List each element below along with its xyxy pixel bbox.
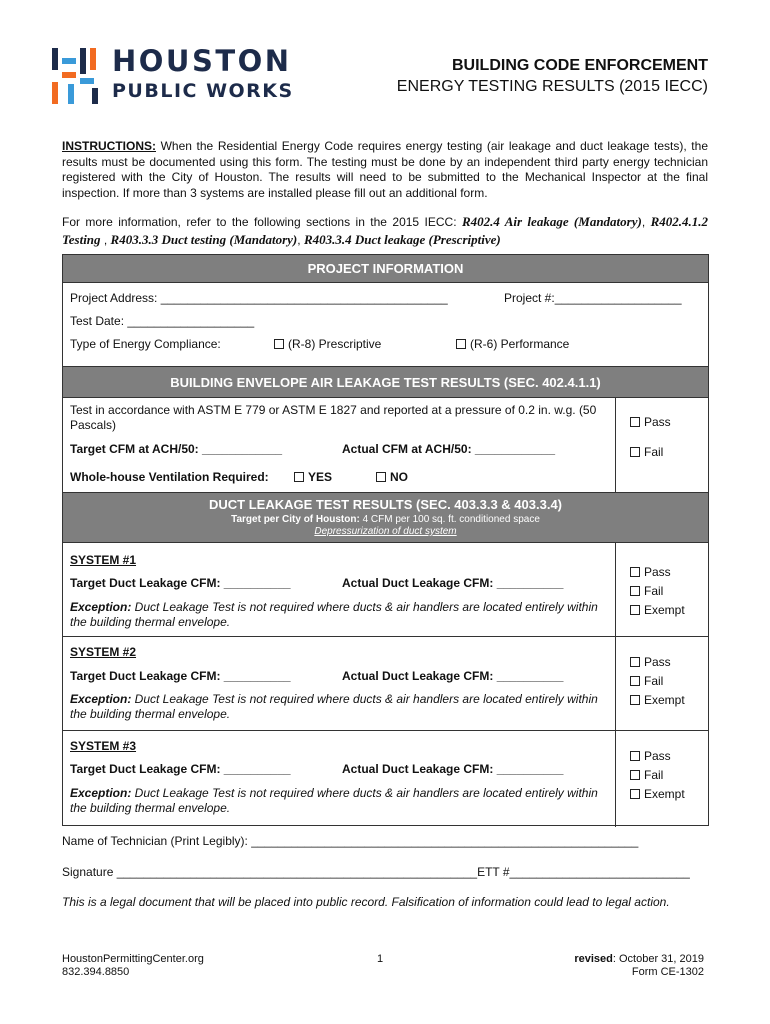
system-2-actual-field[interactable]: Actual Duct Leakage CFM: __________	[342, 669, 564, 683]
test-date-field[interactable]: Test Date: ___________________	[70, 314, 255, 328]
air-pass-checkbox[interactable]	[630, 417, 640, 427]
system-3-exception	[70, 786, 605, 816]
project-number-field[interactable]: Project #:___________________	[504, 291, 682, 305]
ventilation-yes-option[interactable]	[294, 470, 332, 484]
instructions	[62, 139, 708, 201]
ref-air-leakage: R402.4 Air leakage (Mandatory)	[461, 214, 642, 229]
exempt-label: Exempt	[644, 693, 685, 707]
ref-duct-leakage: R403.3.4 Duct leakage (Prescriptive)	[303, 232, 501, 247]
ref-separator: ,	[641, 215, 651, 229]
depressurization-note: Depressurization of duct system	[314, 526, 457, 537]
duct-target-text: 4 CFM per 100 sq. ft. conditioned space	[359, 514, 540, 525]
system-1-exempt-option[interactable]	[630, 603, 685, 617]
performance-label: (R-6) Performance	[470, 337, 570, 351]
prescriptive-checkbox[interactable]	[274, 339, 284, 349]
system-3-exempt-option[interactable]	[630, 787, 685, 801]
system-1-fail-checkbox[interactable]	[630, 586, 640, 596]
footer-website[interactable]: HoustonPermittingCenter.org	[62, 953, 204, 965]
exception-label: Exception:	[70, 786, 132, 800]
air-pass-option[interactable]	[630, 415, 671, 429]
performance-checkbox[interactable]	[456, 339, 466, 349]
fail-label: Fail	[644, 768, 664, 782]
air-fail-option[interactable]	[630, 445, 663, 459]
exempt-label: Exempt	[644, 603, 685, 617]
form-number: Form CE-1302	[631, 966, 704, 978]
system-1-exempt-checkbox[interactable]	[630, 605, 640, 615]
system-3-actual-field[interactable]: Actual Duct Leakage CFM: __________	[342, 762, 564, 776]
houston-public-works-logo	[52, 44, 312, 104]
duct-leakage-header	[63, 492, 708, 543]
air-fail-checkbox[interactable]	[630, 447, 640, 457]
ventilation-yes-checkbox[interactable]	[294, 472, 304, 482]
system-2-exempt-option[interactable]	[630, 693, 685, 707]
system-2-pass-option[interactable]	[630, 655, 671, 669]
fail-label: Fail	[644, 584, 664, 598]
system-divider	[63, 636, 708, 637]
system-1-actual-field[interactable]: Actual Duct Leakage CFM: __________	[342, 576, 564, 590]
ventilation-no-label: NO	[390, 470, 408, 484]
form-frame	[62, 254, 709, 826]
system-1-pass-option[interactable]	[630, 565, 671, 579]
page-subtitle: ENERGY TESTING RESULTS (2015 IECC)	[396, 78, 708, 95]
column-divider	[615, 398, 616, 493]
logo-mark-icon	[52, 48, 102, 104]
ventilation-no-option[interactable]	[376, 470, 408, 484]
revised-date: : October 31, 2019	[612, 953, 704, 965]
duct-leakage-title: DUCT LEAKAGE TEST RESULTS (SEC. 403.3.3 & 403.3.4)	[208, 497, 562, 512]
system-3-pass-option[interactable]	[630, 749, 671, 763]
exception-text: Duct Leakage Test is not required where ducts & air handlers are located entirely within the building thermal envelope.	[70, 600, 598, 629]
ref-separator: ,	[100, 233, 111, 247]
ventilation-yes-label: YES	[308, 470, 333, 484]
project-info-header: PROJECT INFORMATION	[63, 254, 708, 283]
system-3-pass-checkbox[interactable]	[630, 751, 640, 761]
system-3-fail-option[interactable]	[630, 768, 663, 782]
ref-separator: ,	[297, 233, 304, 247]
system-2-pass-checkbox[interactable]	[630, 657, 640, 667]
more-info-text: For more information, refer to the following sections in the 2015 IECC:	[62, 215, 462, 229]
project-address-field[interactable]: Project Address: ___________________________________________	[70, 291, 448, 305]
column-divider	[615, 543, 616, 827]
exception-label: Exception:	[70, 600, 132, 614]
prescriptive-option[interactable]	[274, 337, 381, 351]
system-1-fail-option[interactable]	[630, 584, 663, 598]
ventilation-no-checkbox[interactable]	[376, 472, 386, 482]
air-fail-label: Fail	[644, 445, 664, 459]
system-1-target-field[interactable]: Target Duct Leakage CFM: __________	[70, 576, 291, 590]
target-cfm-field[interactable]: Target CFM at ACH/50: ____________	[70, 442, 283, 456]
exception-text: Duct Leakage Test is not required where ducts & air handlers are located entirely within the building thermal envelope.	[70, 692, 598, 721]
instructions-heading: INSTRUCTIONS:	[62, 139, 156, 153]
system-3-target-field[interactable]: Target Duct Leakage CFM: __________	[70, 762, 291, 776]
system-2-fail-option[interactable]	[630, 674, 663, 688]
air-leakage-header: BUILDING ENVELOPE AIR LEAKAGE TEST RESULTS (SEC. 402.4.1.1)	[63, 366, 708, 398]
footer-phone: 832.394.8850	[62, 966, 130, 978]
signature-ett-field[interactable]: Signature ______________________________________________________ETT #___________________________	[62, 865, 690, 879]
exception-label: Exception:	[70, 692, 132, 706]
legal-notice: This is a legal document that will be placed into public record. Falsification of information could lead to legal action.	[62, 895, 670, 909]
system-3-fail-checkbox[interactable]	[630, 770, 640, 780]
fail-label: Fail	[644, 674, 664, 688]
prescriptive-label: (R-8) Prescriptive	[288, 337, 382, 351]
pass-label: Pass	[644, 749, 671, 763]
system-1-title: SYSTEM #1	[70, 553, 137, 567]
system-2-exempt-checkbox[interactable]	[630, 695, 640, 705]
system-divider	[63, 730, 708, 731]
system-3-title: SYSTEM #3	[70, 739, 137, 753]
compliance-type-label: Type of Energy Compliance:	[70, 337, 221, 351]
page-title: BUILDING CODE ENFORCEMENT	[452, 57, 708, 74]
ref-testing: R402.4.1.2 Testing	[62, 214, 709, 247]
revision-line	[574, 953, 704, 966]
title-block	[397, 57, 708, 96]
revised-label: revised	[574, 953, 613, 965]
page-number: 1	[377, 953, 384, 965]
system-3-exempt-checkbox[interactable]	[630, 789, 640, 799]
exempt-label: Exempt	[644, 787, 685, 801]
more-info	[62, 213, 708, 249]
footer-contact	[62, 953, 204, 979]
ref-duct-testing: R403.3.3 Duct testing (Mandatory)	[110, 232, 298, 247]
technician-name-field[interactable]: Name of Technician (Print Legibly): __________________________________________________________	[62, 834, 639, 848]
pass-label: Pass	[644, 655, 671, 669]
ventilation-label: Whole-house Ventilation Required:	[70, 470, 269, 484]
exception-text: Duct Leakage Test is not required where ducts & air handlers are located entirely within the building thermal envelope.	[70, 786, 598, 815]
system-2-target-field[interactable]: Target Duct Leakage CFM: __________	[70, 669, 291, 683]
system-2-fail-checkbox[interactable]	[630, 676, 640, 686]
air-pass-label: Pass	[644, 415, 671, 429]
instructions-body: When the Residential Energy Code requires energy testing (air leakage and duct leakage tests), the results must be documented using this form. The testing must be done by an independent third party energy technician registered with the City of Houston. The results will need to be submitted to the Mechanical Inspector at the final inspection. If more than 3 systems are installed please fill out an additional form.	[62, 139, 708, 200]
system-2-exception	[70, 692, 605, 722]
system-2-title: SYSTEM #2	[70, 645, 137, 659]
duct-target-prefix: Target per City of Houston:	[231, 514, 360, 525]
logo-text-public-works: PUBLIC WORKS	[112, 80, 294, 102]
performance-option[interactable]	[456, 337, 569, 351]
air-leakage-description: Test in accordance with ASTM E 779 or ASTM E 1827 and reported at a pressure of 0.2 in. w.g. (50 Pascals)	[70, 403, 597, 432]
system-1-pass-checkbox[interactable]	[630, 567, 640, 577]
logo-text-houston: HOUSTON	[112, 44, 292, 78]
footer-revision	[574, 953, 704, 979]
pass-label: Pass	[644, 565, 671, 579]
duct-target-note	[63, 514, 708, 525]
actual-cfm-field[interactable]: Actual CFM at ACH/50: ____________	[342, 442, 555, 456]
system-1-exception	[70, 600, 605, 630]
